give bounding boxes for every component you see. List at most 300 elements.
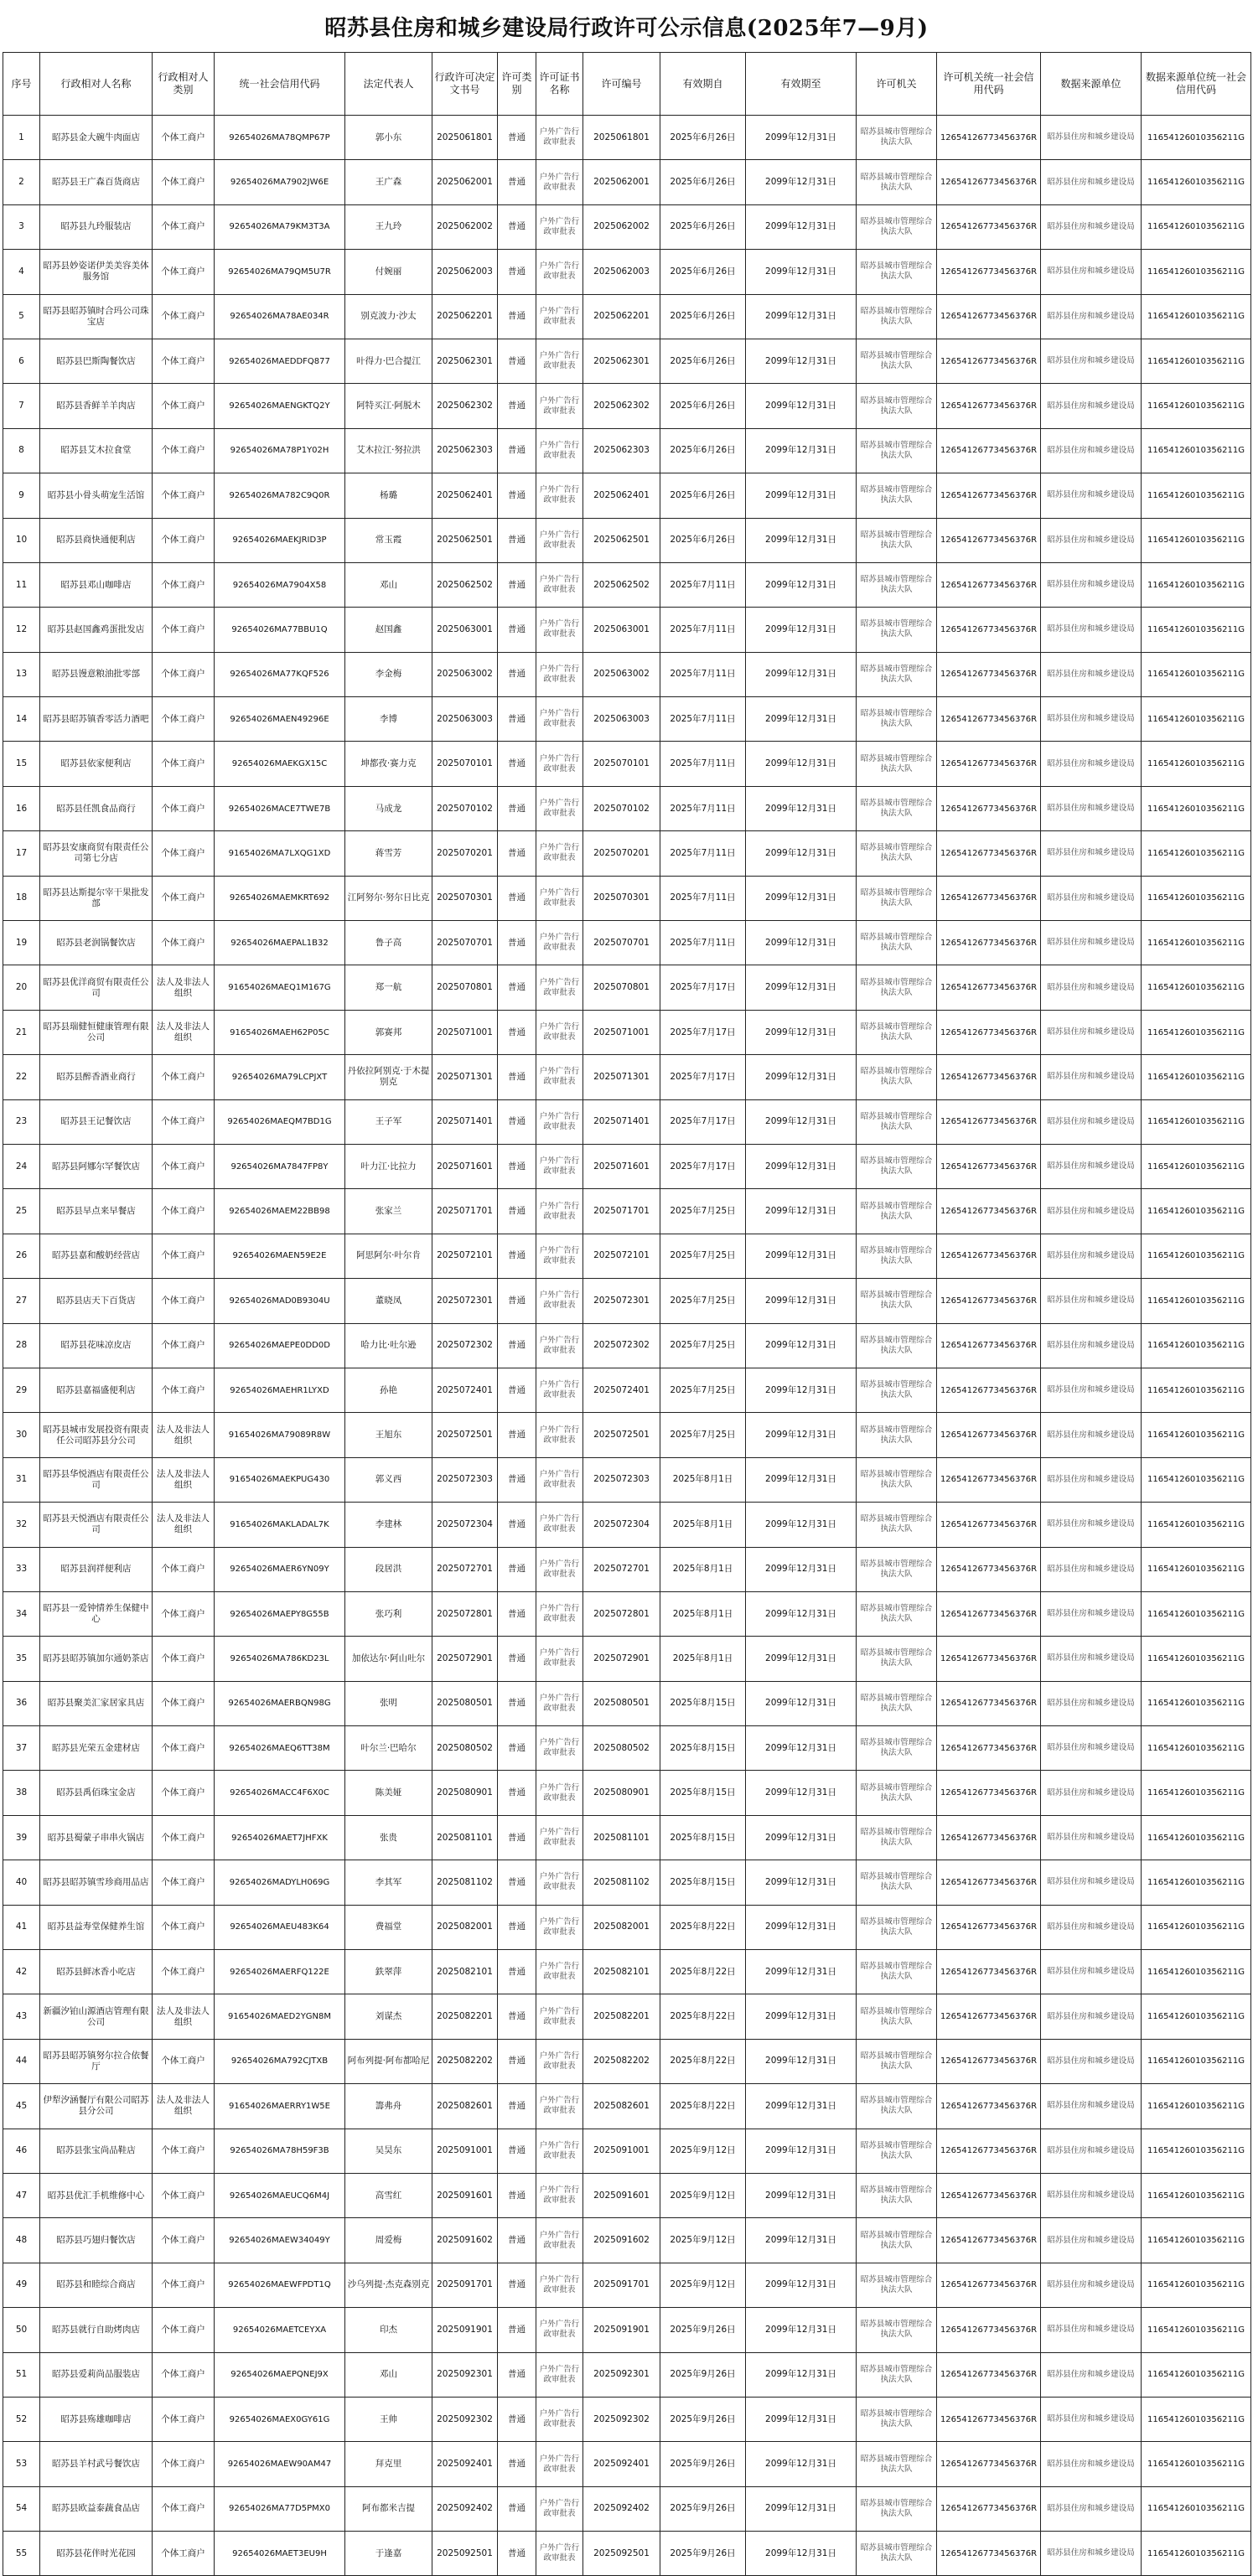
cell-valid-to: 2099年12月31日: [746, 160, 857, 204]
cell-valid-from: 2025年9月12日: [660, 2218, 746, 2263]
cell-cert-name: 户外广告行政审批表: [536, 831, 583, 876]
cell-decision-no: 2025070102: [432, 786, 498, 830]
cell-legal-rep: 李建林: [345, 1503, 432, 1547]
cell-category: 普通: [498, 1591, 536, 1636]
cell-category: 普通: [498, 339, 536, 383]
cell-legal-rep: 艾木拉江·努拉洪: [345, 428, 432, 473]
cell-source: 昭苏县住房和城乡建设局: [1041, 876, 1142, 920]
cell-legal-rep: 李博: [345, 697, 432, 742]
cell-valid-to: 2099年12月31日: [746, 742, 857, 786]
cell-authority: 昭苏县城市管理综合执法大队: [857, 294, 937, 339]
cell-authority-code: 12654126773456376R: [937, 1279, 1041, 1323]
table-row: [3, 921, 1251, 965]
table-row: [3, 2263, 1251, 2307]
cell-valid-from: 2025年8月15日: [660, 1726, 746, 1771]
cell-source: 昭苏县住房和城乡建设局: [1041, 921, 1142, 965]
cell-decision-no: 2025072801: [432, 1591, 498, 1636]
cell-legal-rep: 张明: [345, 1681, 432, 1725]
cell-type: 法人及非法人组织: [153, 1010, 215, 1054]
cell-credit-code: 92654026MAEN49296E: [215, 697, 345, 742]
cell-category: 普通: [498, 1099, 536, 1144]
cell-legal-rep: 郭赛邦: [345, 1010, 432, 1054]
cell-type: 个体工商户: [153, 786, 215, 830]
cell-valid-from: 2025年9月26日: [660, 2442, 746, 2486]
cell-name: 昭苏县欧益泰蔬食品店: [40, 2486, 153, 2531]
table-row: [3, 518, 1251, 562]
cell-permit-no: 2025070701: [583, 921, 660, 965]
cell-valid-to: 2099年12月31日: [746, 2263, 857, 2307]
cell-legal-rep: 李其军: [345, 1860, 432, 1905]
cell-permit-no: 2025072901: [583, 1637, 660, 1681]
cell-source: 昭苏县住房和城乡建设局: [1041, 2352, 1142, 2397]
cell-type: 法人及非法人组织: [153, 1503, 215, 1547]
cell-authority: 昭苏县城市管理综合执法大队: [857, 116, 937, 160]
cell-valid-from: 2025年6月26日: [660, 428, 746, 473]
cell-valid-from: 2025年6月26日: [660, 116, 746, 160]
cell-seq: 51: [3, 2352, 40, 2397]
cell-category: 普通: [498, 2486, 536, 2531]
cell-category: 普通: [498, 921, 536, 965]
cell-permit-no: 2025080501: [583, 1681, 660, 1725]
cell-source-code: 11654126010356211G: [1142, 965, 1251, 1010]
cell-legal-rep: 别克波力·沙太: [345, 294, 432, 339]
cell-permit-no: 2025072401: [583, 1368, 660, 1412]
cell-legal-rep: 高雪红: [345, 2173, 432, 2217]
header-authority: 许可机关: [857, 53, 937, 116]
cell-valid-from: 2025年7月17日: [660, 1099, 746, 1144]
cell-source: 昭苏县住房和城乡建设局: [1041, 1234, 1142, 1278]
cell-decision-no: 2025082101: [432, 1950, 498, 1994]
cell-name: 昭苏县花味凉皮店: [40, 1323, 153, 1368]
cell-seq: 27: [3, 1279, 40, 1323]
cell-legal-rep: 叶得力·巴合提江: [345, 339, 432, 383]
cell-decision-no: 2025071001: [432, 1010, 498, 1054]
cell-permit-no: 2025091601: [583, 2173, 660, 2217]
cell-valid-to: 2099年12月31日: [746, 1413, 857, 1457]
table-row: [3, 786, 1251, 830]
cell-name: 昭苏县赵国鑫鸡蛋批发店: [40, 608, 153, 652]
cell-decision-no: 2025072304: [432, 1503, 498, 1547]
table-row: [3, 428, 1251, 473]
cell-type: 个体工商户: [153, 2039, 215, 2083]
cell-seq: 52: [3, 2397, 40, 2441]
cell-seq: 3: [3, 204, 40, 249]
cell-source-code: 11654126010356211G: [1142, 518, 1251, 562]
cell-authority: 昭苏县城市管理综合执法大队: [857, 384, 937, 428]
cell-seq: 12: [3, 608, 40, 652]
table-row: [3, 1413, 1251, 1457]
cell-decision-no: 2025072303: [432, 1457, 498, 1502]
cell-valid-from: 2025年6月26日: [660, 294, 746, 339]
cell-type: 个体工商户: [153, 1323, 215, 1368]
cell-cert-name: 户外广告行政审批表: [536, 2129, 583, 2173]
header-credit-code: 统一社会信用代码: [215, 53, 345, 116]
cell-permit-no: 2025072801: [583, 1591, 660, 1636]
cell-source: 昭苏县住房和城乡建设局: [1041, 1994, 1142, 2039]
cell-valid-to: 2099年12月31日: [746, 2397, 857, 2441]
cell-source: 昭苏县住房和城乡建设局: [1041, 2397, 1142, 2441]
cell-source-code: 11654126010356211G: [1142, 1368, 1251, 1412]
cell-permit-no: 2025071601: [583, 1144, 660, 1188]
cell-permit-no: 2025062502: [583, 562, 660, 607]
cell-type: 个体工商户: [153, 473, 215, 518]
cell-name: 新疆汐铂山源酒店管理有限公司: [40, 1994, 153, 2039]
cell-permit-no: 2025062303: [583, 428, 660, 473]
table-row: [3, 2173, 1251, 2217]
cell-source: 昭苏县住房和城乡建设局: [1041, 2084, 1142, 2129]
cell-permit-no: 2025072301: [583, 1279, 660, 1323]
cell-valid-from: 2025年9月26日: [660, 2532, 746, 2576]
cell-category: 普通: [498, 1010, 536, 1054]
cell-source: 昭苏县住房和城乡建设局: [1041, 294, 1142, 339]
cell-source: 昭苏县住房和城乡建设局: [1041, 204, 1142, 249]
cell-permit-no: 2025063002: [583, 652, 660, 696]
cell-source-code: 11654126010356211G: [1142, 428, 1251, 473]
cell-valid-to: 2099年12月31日: [746, 518, 857, 562]
cell-valid-from: 2025年7月11日: [660, 876, 746, 920]
cell-category: 普通: [498, 2263, 536, 2307]
table-row: [3, 2442, 1251, 2486]
table-row: [3, 831, 1251, 876]
cell-legal-rep: 刘谋杰: [345, 1994, 432, 2039]
cell-authority: 昭苏县城市管理综合执法大队: [857, 1279, 937, 1323]
table-row: [3, 2308, 1251, 2352]
cell-permit-no: 2025082101: [583, 1950, 660, 1994]
cell-category: 普通: [498, 1815, 536, 1860]
cell-category: 普通: [498, 1860, 536, 1905]
cell-authority-code: 12654126773456376R: [937, 652, 1041, 696]
table-row: [3, 2129, 1251, 2173]
cell-valid-to: 2099年12月31日: [746, 1279, 857, 1323]
cell-source: 昭苏县住房和城乡建设局: [1041, 1099, 1142, 1144]
cell-valid-from: 2025年6月26日: [660, 204, 746, 249]
table-row: [3, 1457, 1251, 1502]
cell-legal-rep: 陈美娅: [345, 1771, 432, 1815]
cell-type: 个体工商户: [153, 1591, 215, 1636]
cell-authority-code: 12654126773456376R: [937, 1234, 1041, 1278]
cell-seq: 53: [3, 2442, 40, 2486]
cell-seq: 32: [3, 1503, 40, 1547]
permit-table: [3, 52, 1251, 2576]
cell-source: 昭苏县住房和城乡建设局: [1041, 1055, 1142, 1099]
cell-cert-name: 户外广告行政审批表: [536, 294, 583, 339]
cell-source-code: 11654126010356211G: [1142, 384, 1251, 428]
cell-authority-code: 12654126773456376R: [937, 1547, 1041, 1591]
cell-authority: 昭苏县城市管理综合执法大队: [857, 1681, 937, 1725]
cell-type: 个体工商户: [153, 2263, 215, 2307]
cell-credit-code: 92654026MAEQ6TT38M: [215, 1726, 345, 1771]
cell-valid-to: 2099年12月31日: [746, 921, 857, 965]
cell-decision-no: 2025063001: [432, 608, 498, 652]
header-seq: 序号: [3, 53, 40, 116]
cell-cert-name: 户外广告行政审批表: [536, 965, 583, 1010]
cell-legal-rep: 邓山: [345, 562, 432, 607]
cell-permit-no: 2025082601: [583, 2084, 660, 2129]
cell-source-code: 11654126010356211G: [1142, 1637, 1251, 1681]
cell-category: 普通: [498, 786, 536, 830]
cell-cert-name: 户外广告行政审批表: [536, 1726, 583, 1771]
cell-authority-code: 12654126773456376R: [937, 204, 1041, 249]
cell-authority: 昭苏县城市管理综合执法大队: [857, 2218, 937, 2263]
cell-credit-code: 91654026MA79089R8W: [215, 1413, 345, 1457]
cell-category: 普通: [498, 2308, 536, 2352]
cell-name: 昭苏县店天下百货店: [40, 1279, 153, 1323]
cell-decision-no: 2025062003: [432, 250, 498, 294]
cell-valid-from: 2025年7月17日: [660, 1010, 746, 1054]
cell-cert-name: 户外广告行政审批表: [536, 1905, 583, 1949]
cell-legal-rep: 王广森: [345, 160, 432, 204]
cell-authority: 昭苏县城市管理综合执法大队: [857, 2397, 937, 2441]
header-category: 许可类别: [498, 53, 536, 116]
cell-authority: 昭苏县城市管理综合执法大队: [857, 2129, 937, 2173]
cell-authority-code: 12654126773456376R: [937, 473, 1041, 518]
cell-type: 个体工商户: [153, 384, 215, 428]
cell-valid-from: 2025年7月11日: [660, 831, 746, 876]
cell-decision-no: 2025082001: [432, 1905, 498, 1949]
cell-source: 昭苏县住房和城乡建设局: [1041, 697, 1142, 742]
cell-valid-to: 2099年12月31日: [746, 1994, 857, 2039]
cell-credit-code: 92654026MAEPE0DD0D: [215, 1323, 345, 1368]
cell-name: 昭苏县昭苏镇努尔拉合依餐厅: [40, 2039, 153, 2083]
cell-authority-code: 12654126773456376R: [937, 608, 1041, 652]
cell-name: 昭苏县达斯提尔宰干果批发部: [40, 876, 153, 920]
cell-authority-code: 12654126773456376R: [937, 250, 1041, 294]
cell-category: 普通: [498, 1905, 536, 1949]
cell-source-code: 11654126010356211G: [1142, 2039, 1251, 2083]
cell-authority: 昭苏县城市管理综合执法大队: [857, 1323, 937, 1368]
cell-cert-name: 户外广告行政审批表: [536, 652, 583, 696]
cell-authority-code: 12654126773456376R: [937, 2532, 1041, 2576]
cell-decision-no: 2025080501: [432, 1681, 498, 1725]
cell-seq: 28: [3, 1323, 40, 1368]
cell-name: 昭苏县邓山咖啡店: [40, 562, 153, 607]
cell-type: 个体工商户: [153, 250, 215, 294]
cell-type: 个体工商户: [153, 562, 215, 607]
cell-legal-rep: 王旭东: [345, 1413, 432, 1457]
cell-authority-code: 12654126773456376R: [937, 1457, 1041, 1502]
cell-authority: 昭苏县城市管理综合执法大队: [857, 204, 937, 249]
cell-source: 昭苏县住房和城乡建设局: [1041, 742, 1142, 786]
cell-source-code: 11654126010356211G: [1142, 697, 1251, 742]
cell-valid-from: 2025年8月15日: [660, 1860, 746, 1905]
cell-seq: 55: [3, 2532, 40, 2576]
cell-decision-no: 2025091602: [432, 2218, 498, 2263]
cell-authority-code: 12654126773456376R: [937, 2084, 1041, 2129]
cell-seq: 43: [3, 1994, 40, 2039]
cell-category: 普通: [498, 876, 536, 920]
header-name: 行政相对人名称: [40, 53, 153, 116]
cell-name: 昭苏县和睦综合商店: [40, 2263, 153, 2307]
cell-cert-name: 户外广告行政审批表: [536, 608, 583, 652]
cell-valid-to: 2099年12月31日: [746, 1681, 857, 1725]
header-authority-code: 许可机关统一社会信用代码: [937, 53, 1041, 116]
cell-name: 昭苏县优汇手机维修中心: [40, 2173, 153, 2217]
cell-seq: 1: [3, 116, 40, 160]
cell-authority: 昭苏县城市管理综合执法大队: [857, 2039, 937, 2083]
cell-authority: 昭苏县城市管理综合执法大队: [857, 1547, 937, 1591]
cell-authority: 昭苏县城市管理综合执法大队: [857, 831, 937, 876]
cell-cert-name: 户外广告行政审批表: [536, 2532, 583, 2576]
cell-seq: 21: [3, 1010, 40, 1054]
cell-permit-no: 2025080502: [583, 1726, 660, 1771]
cell-authority: 昭苏县城市管理综合执法大队: [857, 160, 937, 204]
cell-source-code: 11654126010356211G: [1142, 2352, 1251, 2397]
cell-valid-from: 2025年9月26日: [660, 2397, 746, 2441]
cell-valid-to: 2099年12月31日: [746, 1547, 857, 1591]
cell-decision-no: 2025082601: [432, 2084, 498, 2129]
cell-authority-code: 12654126773456376R: [937, 1503, 1041, 1547]
cell-valid-from: 2025年8月22日: [660, 2039, 746, 2083]
cell-authority-code: 12654126773456376R: [937, 428, 1041, 473]
cell-authority-code: 12654126773456376R: [937, 876, 1041, 920]
cell-name: 昭苏县华悦酒店有限责任公司: [40, 1457, 153, 1502]
cell-valid-to: 2099年12月31日: [746, 1055, 857, 1099]
cell-permit-no: 2025072303: [583, 1457, 660, 1502]
table-row: [3, 339, 1251, 383]
cell-type: 个体工商户: [153, 204, 215, 249]
cell-type: 个体工商户: [153, 1681, 215, 1725]
cell-credit-code: 91654026MA7LXQG1XD: [215, 831, 345, 876]
cell-seq: 15: [3, 742, 40, 786]
cell-authority: 昭苏县城市管理综合执法大队: [857, 2308, 937, 2352]
cell-legal-rep: 杨璐: [345, 473, 432, 518]
cell-source: 昭苏县住房和城乡建设局: [1041, 1815, 1142, 1860]
header-permit-no: 许可编号: [583, 53, 660, 116]
cell-authority-code: 12654126773456376R: [937, 1681, 1041, 1725]
cell-cert-name: 户外广告行政审批表: [536, 1368, 583, 1412]
cell-source-code: 11654126010356211G: [1142, 116, 1251, 160]
cell-authority-code: 12654126773456376R: [937, 1591, 1041, 1636]
cell-authority-code: 12654126773456376R: [937, 2263, 1041, 2307]
cell-source-code: 11654126010356211G: [1142, 1323, 1251, 1368]
cell-authority: 昭苏县城市管理综合执法大队: [857, 339, 937, 383]
cell-permit-no: 2025082202: [583, 2039, 660, 2083]
cell-authority-code: 12654126773456376R: [937, 742, 1041, 786]
cell-source: 昭苏县住房和城乡建设局: [1041, 1413, 1142, 1457]
cell-source-code: 11654126010356211G: [1142, 2486, 1251, 2531]
cell-type: 个体工商户: [153, 1905, 215, 1949]
cell-cert-name: 户外广告行政审批表: [536, 1413, 583, 1457]
cell-valid-from: 2025年7月11日: [660, 742, 746, 786]
cell-cert-name: 户外广告行政审批表: [536, 1189, 583, 1234]
cell-seq: 45: [3, 2084, 40, 2129]
table-row: [3, 1815, 1251, 1860]
cell-legal-rep: 周爱梅: [345, 2218, 432, 2263]
cell-valid-to: 2099年12月31日: [746, 2532, 857, 2576]
cell-decision-no: 2025072501: [432, 1413, 498, 1457]
cell-valid-to: 2099年12月31日: [746, 1815, 857, 1860]
cell-valid-from: 2025年8月1日: [660, 1637, 746, 1681]
table-row: [3, 562, 1251, 607]
cell-credit-code: 92654026MAEQM7BD1G: [215, 1099, 345, 1144]
cell-authority: 昭苏县城市管理综合执法大队: [857, 1234, 937, 1278]
cell-permit-no: 2025072304: [583, 1503, 660, 1547]
cell-source: 昭苏县住房和城乡建设局: [1041, 2129, 1142, 2173]
cell-authority-code: 12654126773456376R: [937, 2173, 1041, 2217]
cell-legal-rep: 印杰: [345, 2308, 432, 2352]
cell-authority: 昭苏县城市管理综合执法大队: [857, 2352, 937, 2397]
cell-credit-code: 92654026MA7904X58: [215, 562, 345, 607]
cell-category: 普通: [498, 384, 536, 428]
cell-cert-name: 户外广告行政审批表: [536, 1591, 583, 1636]
cell-authority: 昭苏县城市管理综合执法大队: [857, 1099, 937, 1144]
cell-category: 普通: [498, 1279, 536, 1323]
cell-legal-rep: 哈力比·吐尔逊: [345, 1323, 432, 1368]
cell-source-code: 11654126010356211G: [1142, 2218, 1251, 2263]
cell-credit-code: 92654026MAEKGX15C: [215, 742, 345, 786]
cell-legal-rep: 阿特买江·阿脱木: [345, 384, 432, 428]
cell-source: 昭苏县住房和城乡建设局: [1041, 1950, 1142, 1994]
table-row: [3, 1994, 1251, 2039]
cell-name: 昭苏县润祥便利店: [40, 1547, 153, 1591]
cell-category: 普通: [498, 1681, 536, 1725]
cell-valid-to: 2099年12月31日: [746, 428, 857, 473]
cell-legal-rep: 籌弗舟: [345, 2084, 432, 2129]
cell-type: 法人及非法人组织: [153, 2084, 215, 2129]
cell-authority-code: 12654126773456376R: [937, 1144, 1041, 1188]
cell-legal-rep: 张贵: [345, 1815, 432, 1860]
cell-cert-name: 户外广告行政审批表: [536, 562, 583, 607]
cell-source: 昭苏县住房和城乡建设局: [1041, 1503, 1142, 1547]
cell-source: 昭苏县住房和城乡建设局: [1041, 2532, 1142, 2576]
cell-valid-to: 2099年12月31日: [746, 2039, 857, 2083]
cell-valid-to: 2099年12月31日: [746, 1189, 857, 1234]
cell-source-code: 11654126010356211G: [1142, 831, 1251, 876]
cell-source-code: 11654126010356211G: [1142, 1815, 1251, 1860]
cell-legal-rep: 邓山: [345, 2352, 432, 2397]
cell-category: 普通: [498, 831, 536, 876]
cell-type: 个体工商户: [153, 921, 215, 965]
page-title: 昭苏县住房和城乡建设局行政许可公示信息(2025年7—9月): [324, 15, 929, 41]
table-row: [3, 1055, 1251, 1099]
cell-type: 个体工商户: [153, 116, 215, 160]
cell-valid-from: 2025年9月12日: [660, 2129, 746, 2173]
cell-authority: 昭苏县城市管理综合执法大队: [857, 1055, 937, 1099]
cell-type: 法人及非法人组织: [153, 965, 215, 1010]
cell-cert-name: 户外广告行政审批表: [536, 250, 583, 294]
cell-valid-from: 2025年9月26日: [660, 2308, 746, 2352]
cell-authority: 昭苏县城市管理综合执法大队: [857, 250, 937, 294]
cell-type: 个体工商户: [153, 1368, 215, 1412]
cell-legal-rep: 吴昊东: [345, 2129, 432, 2173]
cell-cert-name: 户外广告行政审批表: [536, 204, 583, 249]
cell-source-code: 11654126010356211G: [1142, 2397, 1251, 2441]
cell-source: 昭苏县住房和城乡建设局: [1041, 1189, 1142, 1234]
cell-decision-no: 2025080502: [432, 1726, 498, 1771]
cell-credit-code: 92654026MA77KQF526: [215, 652, 345, 696]
cell-valid-from: 2025年8月1日: [660, 1457, 746, 1502]
cell-name: 昭苏县光荣五金建材店: [40, 1726, 153, 1771]
cell-seq: 47: [3, 2173, 40, 2217]
cell-decision-no: 2025080901: [432, 1771, 498, 1815]
cell-permit-no: 2025071701: [583, 1189, 660, 1234]
cell-category: 普通: [498, 1413, 536, 1457]
cell-authority: 昭苏县城市管理综合执法大队: [857, 1591, 937, 1636]
cell-permit-no: 2025092301: [583, 2352, 660, 2397]
cell-permit-no: 2025070201: [583, 831, 660, 876]
cell-permit-no: 2025071301: [583, 1055, 660, 1099]
table-row: [3, 2352, 1251, 2397]
cell-valid-from: 2025年7月25日: [660, 1368, 746, 1412]
cell-authority-code: 12654126773456376R: [937, 518, 1041, 562]
cell-credit-code: 91654026MAED2YGN8M: [215, 1994, 345, 2039]
cell-seq: 24: [3, 1144, 40, 1188]
cell-legal-rep: 张巧利: [345, 1591, 432, 1636]
cell-legal-rep: 孙艳: [345, 1368, 432, 1412]
cell-authority-code: 12654126773456376R: [937, 1815, 1041, 1860]
cell-source-code: 11654126010356211G: [1142, 1503, 1251, 1547]
cell-authority: 昭苏县城市管理综合执法大队: [857, 697, 937, 742]
